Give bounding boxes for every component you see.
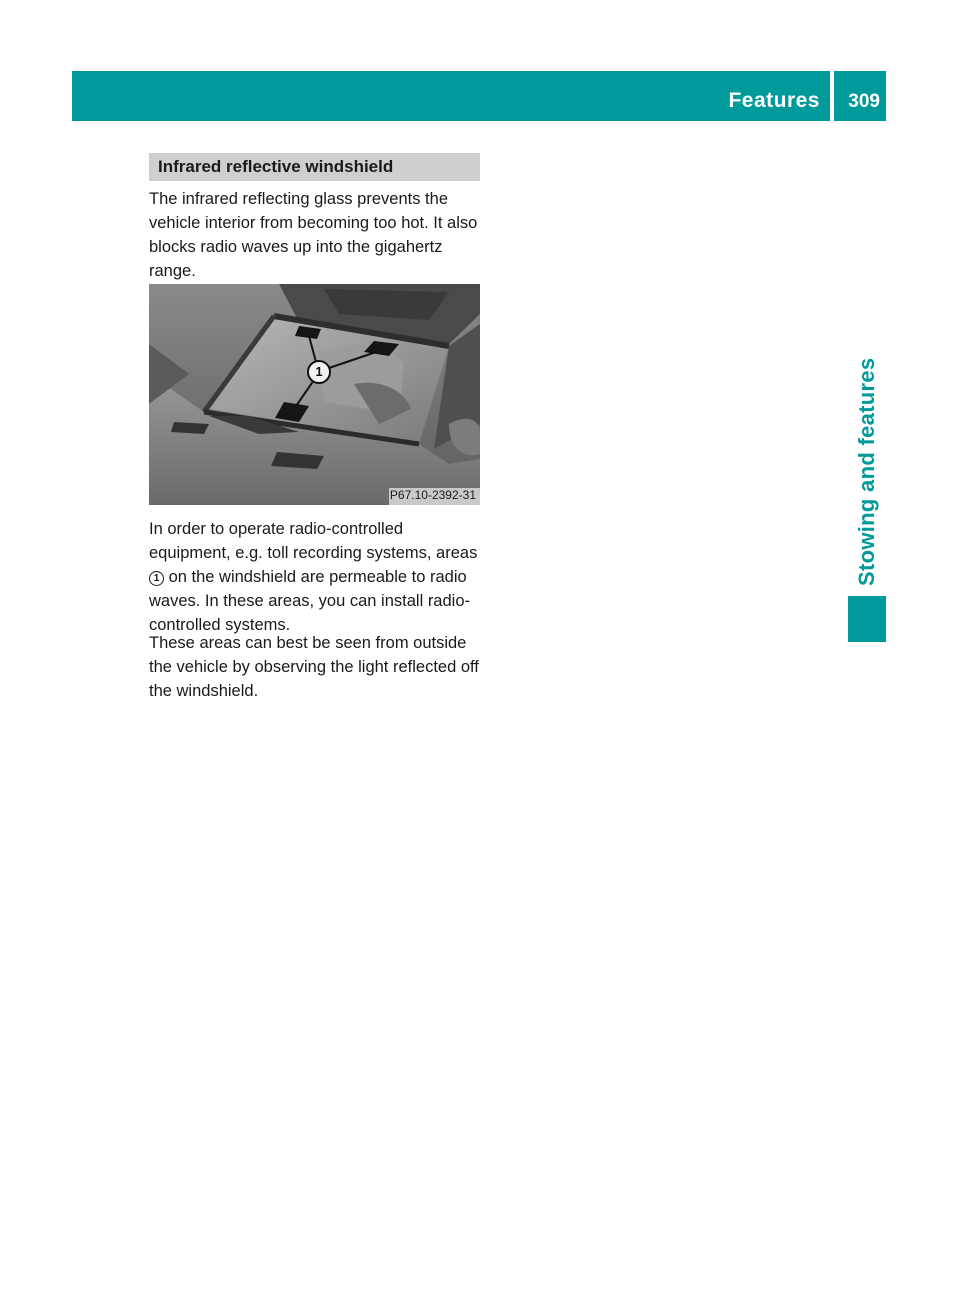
page-number: 309 — [848, 91, 880, 112]
intro-paragraph: The infrared reflecting glass prevents the vehicle interior from becoming too hot. It also blocks radio waves up into the gigahertz range. — [149, 190, 478, 280]
header-divider — [830, 71, 834, 121]
visibility-paragraph: These areas can best be seen from outside the vehicle by observing the light reflected off the windshield. — [149, 634, 479, 700]
operation-paragraph — [149, 517, 485, 637]
figure-code: P67.10-2392-31 — [389, 488, 476, 502]
windshield-figure — [149, 284, 480, 505]
figure-callout-1: 1 — [307, 360, 331, 384]
operation-text-before: In order to operate radio-controlled equipment, e.g. toll recording systems, areas — [149, 520, 478, 562]
header-section-title: Features — [728, 89, 820, 112]
operation-text-after: on the windshield are permeable to radio waves. In these areas, you can install radio-controlled systems. — [149, 568, 471, 634]
car-windshield-illustration — [149, 284, 480, 505]
header-bar — [72, 71, 886, 121]
side-tab-label: Stowing and features — [854, 357, 879, 586]
callout-ref-1: 1 — [149, 571, 164, 586]
side-tab-marker — [848, 596, 886, 642]
section-heading: Infrared reflective windshield — [149, 153, 480, 181]
